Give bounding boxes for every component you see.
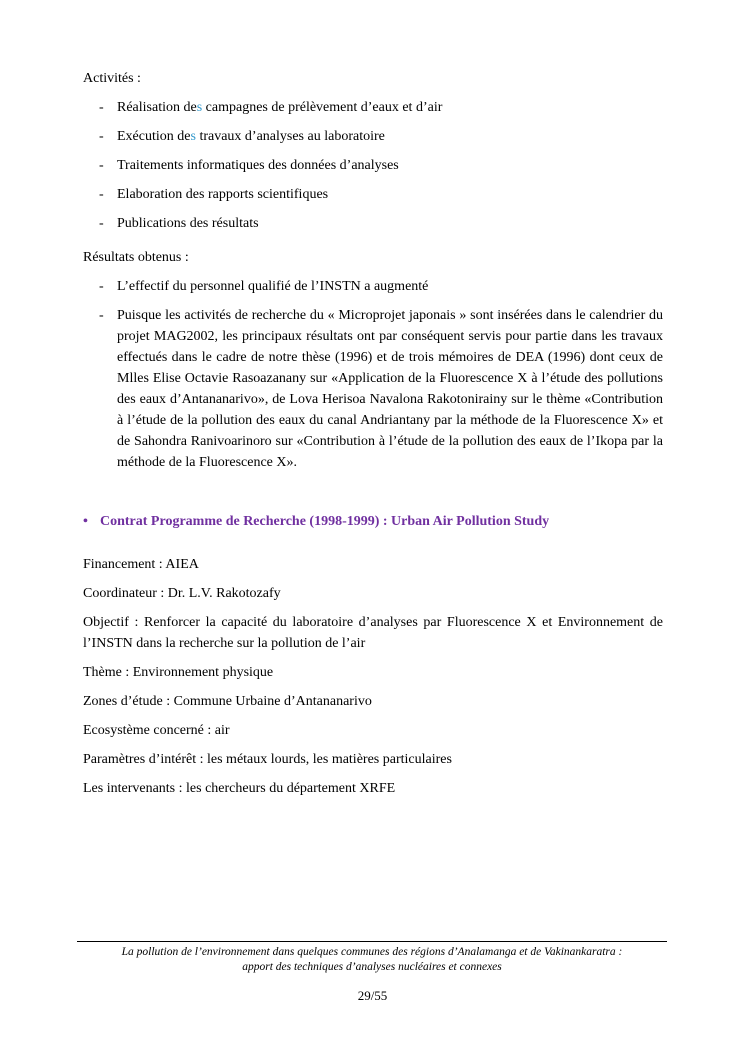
list-item bbox=[83, 155, 663, 176]
contract-details bbox=[83, 554, 663, 799]
text-segment: Exécution de bbox=[117, 129, 191, 144]
results-heading: Résultats obtenus : bbox=[83, 250, 189, 265]
detail-theme: Thème : Environnement physique bbox=[83, 665, 274, 680]
page-content bbox=[83, 68, 663, 807]
dash-marker: - bbox=[99, 308, 104, 323]
list-item-text: Puisque les activités de recherche du « Microprojet japonais » sont insérées dans le calendrier du projet MAG2002, les principaux résultats ont par conséquent servis pour partie dans les travaux effectués dans le cadre de notre thèse (1996) et de trois mémoires de DEA (1996) dont ceux de Mlles Elise Octavie Rasoazanany sur «Application de la Fluorescence X à l’étude des pollutions des eaux d’Antananarivo», de Lova Herisoa Navalona Rakotonirainy sur le thème «Contribution à l’étude de la pollution des eaux du canal Andriantany par la méthode de la Fluorescence X» et de Sahondra Ranivoarinoro sur «Contribution à l’étude de la pollution des eaux de l’Ikopa par la méthode de la Fluorescence X». bbox=[117, 308, 663, 470]
detail-coordinateur: Coordinateur : Dr. L.V. Rakotozafy bbox=[83, 586, 281, 601]
list-item bbox=[83, 97, 663, 118]
footer-title-line2: apport des techniques d’analyses nucléaires et connexes bbox=[242, 961, 502, 973]
list-item-text: Traitements informatiques des données d’analyses bbox=[117, 158, 399, 173]
list-item-text bbox=[117, 129, 385, 144]
detail-intervenants: Les intervenants : les chercheurs du département XRFE bbox=[83, 781, 396, 796]
dash-marker: - bbox=[99, 279, 104, 294]
detail-ecosysteme: Ecosystème concerné : air bbox=[83, 723, 230, 738]
detail-zones: Zones d’étude : Commune Urbaine d’Antananarivo bbox=[83, 694, 372, 709]
dash-marker: - bbox=[99, 100, 104, 115]
page-number: 29/55 bbox=[357, 988, 388, 1003]
page-footer bbox=[77, 941, 667, 975]
list-item-text: Elaboration des rapports scientifiques bbox=[117, 187, 329, 202]
list-item-text bbox=[117, 100, 442, 115]
activities-heading: Activités : bbox=[83, 71, 141, 86]
text-segment-highlight: s bbox=[190, 129, 196, 144]
dash-marker: - bbox=[99, 187, 104, 202]
detail-financement: Financement : AIEA bbox=[83, 557, 199, 572]
text-segment: campagnes de prélèvement d’eaux et d’air bbox=[202, 100, 443, 115]
list-item bbox=[83, 213, 663, 234]
text-segment: travaux d’analyses au laboratoire bbox=[195, 129, 385, 144]
list-item-text: L’effectif du personnel qualifié de l’INSTN a augmenté bbox=[117, 279, 429, 294]
footer-title-line1: La pollution de l’environnement dans quelques communes des régions d’Analamanga et de Vakinankaratra : bbox=[121, 946, 623, 958]
activities-list bbox=[83, 97, 663, 234]
contract-heading-text: Contrat Programme de Recherche (1998-1999) : Urban Air Pollution Study bbox=[100, 514, 550, 529]
contract-program-heading bbox=[83, 511, 663, 532]
detail-objectif: Objectif : Renforcer la capacité du laboratoire d’analyses par Fluorescence X et Environnement de l’INSTN dans la recherche sur la pollution de l’air bbox=[83, 615, 663, 651]
list-item bbox=[83, 126, 663, 147]
text-segment-highlight: s bbox=[196, 100, 203, 115]
list-item bbox=[83, 305, 663, 473]
detail-parametres: Paramètres d’intérêt : les métaux lourds, les matières particulaires bbox=[83, 752, 452, 767]
results-list bbox=[83, 276, 663, 473]
bullet-icon: • bbox=[83, 514, 88, 529]
list-item-text: Publications des résultats bbox=[117, 216, 259, 231]
list-item bbox=[83, 184, 663, 205]
text-segment: Réalisation de bbox=[117, 100, 197, 115]
dash-marker: - bbox=[99, 129, 104, 144]
list-item bbox=[83, 276, 663, 297]
dash-marker: - bbox=[99, 216, 104, 231]
dash-marker: - bbox=[99, 158, 104, 173]
